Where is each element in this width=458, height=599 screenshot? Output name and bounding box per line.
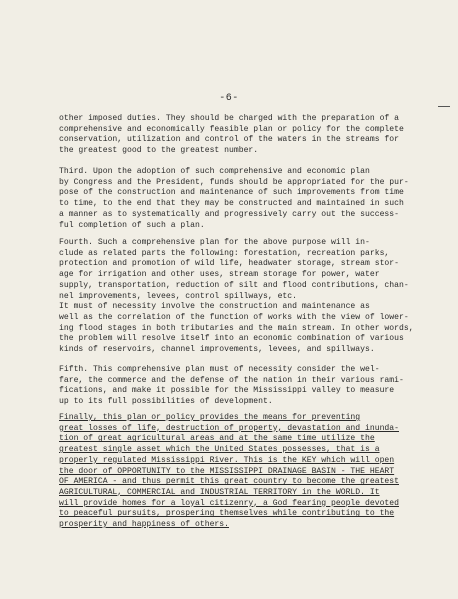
text-line: Third. Upon the adoption of such comprehensive and economic plan bbox=[59, 167, 370, 176]
text-line: supply, transportation, reduction of silt and flood contributions, chan- bbox=[59, 280, 409, 290]
text-line: properly regulated Mississippi River. This is the KEY which will open bbox=[59, 455, 395, 465]
text-line: conservation, utilization and control of the waters in the streams for bbox=[59, 135, 399, 145]
text-line: to time, to the end that they may be constructed and maintained in such bbox=[59, 199, 404, 209]
text-line: a manner as to systematically and progressively carry out the success- bbox=[59, 209, 399, 219]
paragraph-third bbox=[59, 167, 439, 231]
margin-mark bbox=[438, 106, 450, 107]
text-line: pose of the construction and maintenance of such improvements from time bbox=[59, 188, 404, 198]
text-line: will provide homes for a loyal citizenry, a God fearing people devoted bbox=[59, 498, 399, 508]
text-line: protection and promotion of wild life, headwater storage, stream stor- bbox=[59, 259, 399, 269]
text-line: tion of great agricultural areas and at the same time utilize the bbox=[59, 434, 375, 444]
text-line: Finally, this plan or policy provides the means for preventing bbox=[59, 413, 361, 422]
text-line: AGRICULTURAL, COMMERCIAL and INDUSTRIAL TERRITORY in the WORLD. It bbox=[59, 487, 380, 497]
text-line: up to its full possibilities of development. bbox=[59, 397, 273, 407]
text-line: age for irrigation and other uses, stream storage for power, water bbox=[59, 270, 380, 280]
page-number: -6- bbox=[219, 93, 239, 104]
text-line: comprehensive and economically feasible plan or policy for the complete bbox=[59, 124, 404, 134]
text-line: ing flood stages in both tributaries and the main stream. In other words, bbox=[59, 323, 414, 333]
text-line: fications, and make it possible for the Mississippi valley to measure bbox=[59, 386, 395, 396]
text-line: the problem will resolve itself into an economic combination of various bbox=[59, 334, 404, 344]
paragraph-duties bbox=[59, 114, 439, 157]
text-line: fare, the commerce and the defense of the nation in their various rami- bbox=[59, 375, 404, 385]
text-line: prosperity and happiness of others. bbox=[59, 520, 229, 530]
text-line: great losses of life, destruction of property, devastation and inunda- bbox=[59, 423, 399, 433]
text-line: Fifth. This comprehensive plan must of necessity consider the wel- bbox=[59, 365, 380, 374]
text-line: nel improvements, levees, control spillways, etc. bbox=[59, 291, 297, 301]
text-line: ful completion of such a plan. bbox=[59, 220, 205, 230]
paragraph-finally bbox=[59, 413, 439, 531]
text-line: kinds of reservoirs, channel improvements, levees, and spillways. bbox=[59, 345, 375, 355]
text-line: to peaceful pursuits, prospering themselves while contributing to the bbox=[59, 509, 395, 519]
paragraph-fourth bbox=[59, 238, 439, 356]
text-line: Fourth. Such a comprehensive plan for the above purpose will in- bbox=[59, 238, 370, 247]
text-line: by Congress and the President, funds should be appropriated for the pur- bbox=[59, 177, 409, 187]
text-line: OF AMERICA - and thus permit this great country to become the greatest bbox=[59, 477, 399, 487]
text-line: the door of OPPORTUNITY to the MISSISSIPPI DRAINAGE BASIN - THE HEART bbox=[59, 466, 395, 476]
text-line: the greatest good to the greatest number. bbox=[59, 146, 259, 156]
text-line: It must of necessity involve the construction and maintenance as bbox=[59, 302, 370, 312]
paragraph-fifth bbox=[59, 365, 439, 408]
text-line: other imposed duties. They should be charged with the preparation of a bbox=[59, 114, 399, 123]
text-line: clude as related parts the following: forestation, recreation parks, bbox=[59, 248, 390, 258]
text-line: well as the correlation of the function of works with the view of lower- bbox=[59, 312, 409, 322]
text-line: greatest single asset which the United States possesses, that is a bbox=[59, 445, 380, 455]
